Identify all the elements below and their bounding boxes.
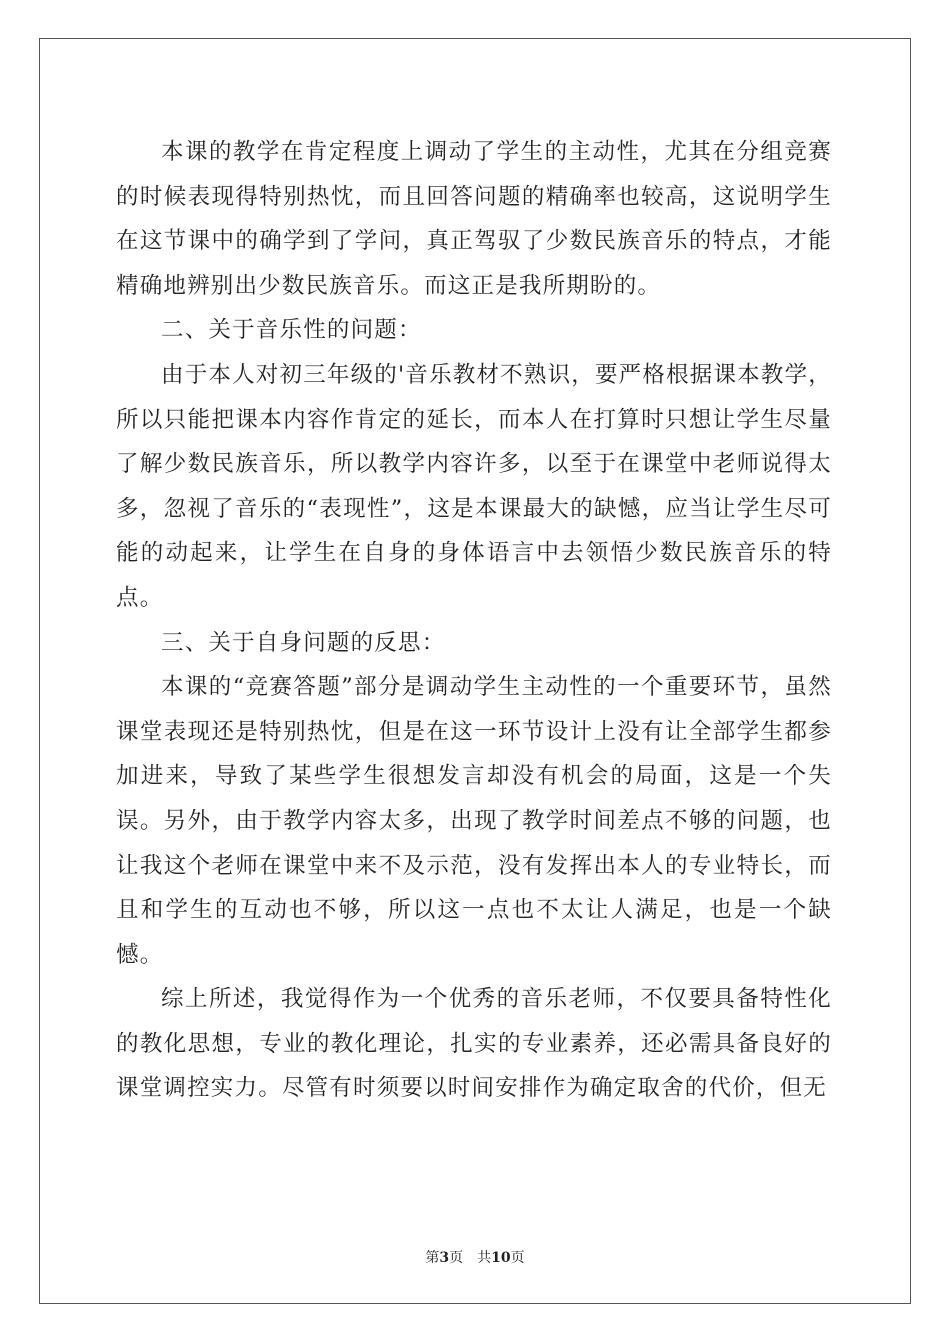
page-suffix: 页 xyxy=(449,1250,464,1266)
paragraph-1: 本课的教学在肯定程度上调动了学生的主动性，尤其在分组竞赛的时候表现得特别热忱，而且回答问题的精确率也较高，这说明学生在这节课中的确学到了学问，真正驾驭了少数民族音乐的特点，才能精确地辨别出少数民族音乐。而这正是我所期盼的。 xyxy=(116,139,832,299)
page-number: 3 xyxy=(439,1250,450,1266)
total-pages: 10 xyxy=(491,1250,511,1266)
document-body xyxy=(116,130,832,1111)
page-footer xyxy=(0,1247,950,1267)
page-prefix: 第 xyxy=(425,1250,440,1266)
heading-music-quality: 二、关于音乐性的问题： xyxy=(161,317,422,344)
heading-self-reflection: 三、关于自身问题的反思： xyxy=(161,629,446,656)
paragraph-4: 综上所述，我觉得作为一个优秀的音乐老师，不仅要具备特性化的教化思想，专业的教化理论，扎实的专业素养，还必需具备良好的课堂调控实力。尽管有时须要以时间安排作为确定取舍的代价，但无 xyxy=(116,986,832,1102)
total-prefix: 共 xyxy=(477,1250,492,1266)
paragraph-3: 本课的“竞赛答题”部分是调动学生主动性的一个重要环节，虽然课堂表现还是特别热忱，但是在这一环节设计上没有让全部学生都参加进来，导致了某些学生很想发言却没有机会的局面，这是一个失误。另外，由于教学内容太多，出现了教学时间差点不够的问题，也让我这个老师在课堂中来不及示范，没有发挥出本人的专业特长，而且和学生的互动也不够，所以这一点也不太让人满足，也是一个缺憾。 xyxy=(116,674,832,968)
total-suffix: 页 xyxy=(510,1250,525,1266)
paragraph-2: 由于本人对初三年级的'音乐教材不熟识，要严格根据课本教学，所以只能把课本内容作肯定的延长，而本人在打算时只想让学生尽量了解少数民族音乐，所以教学内容许多，以至于在课堂中老师说得太多，忽视了音乐的“表现性”，这是本课最大的缺憾，应当让学生尽可能的动起来，让学生在自身的身体语言中去领悟少数民族音乐的特点。 xyxy=(116,361,832,611)
